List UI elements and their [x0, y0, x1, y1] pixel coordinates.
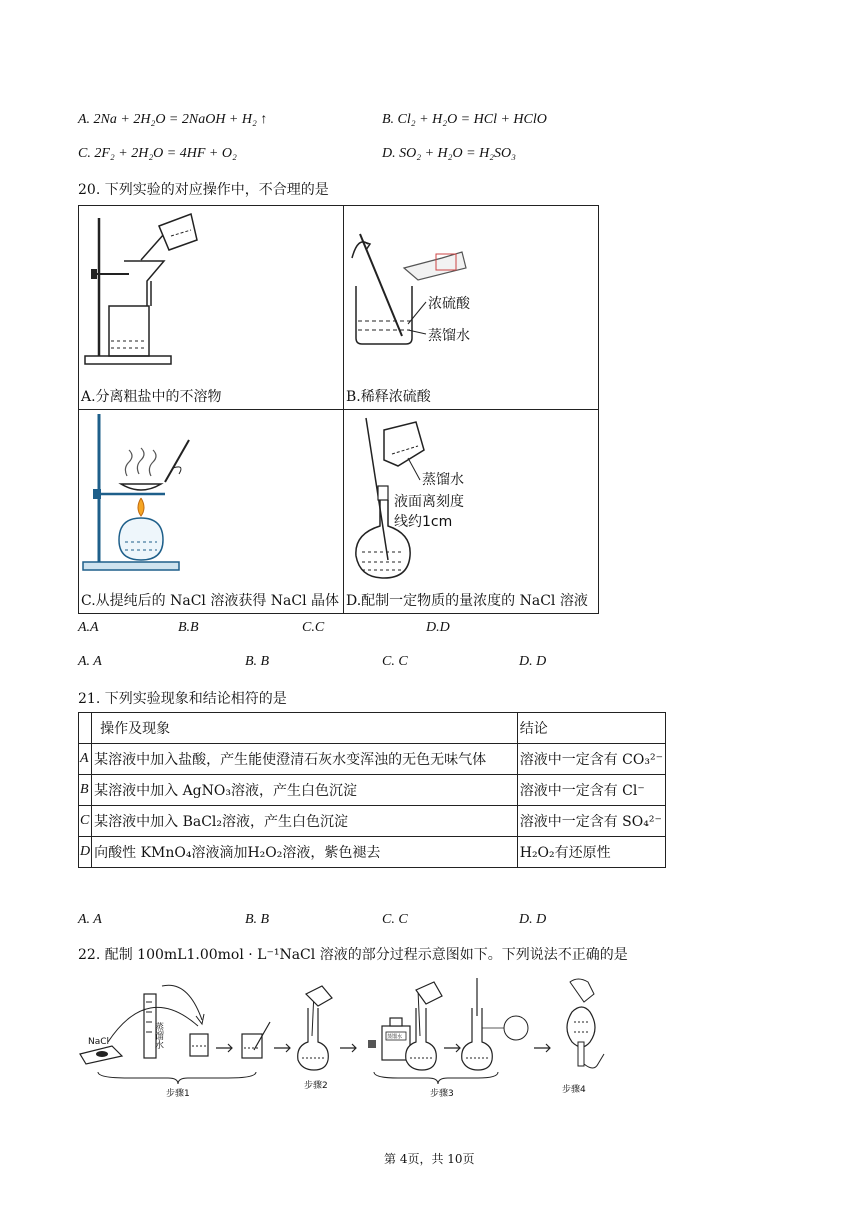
row-key: A — [79, 744, 92, 775]
filtration-apparatus-icon — [79, 206, 343, 381]
q20-ans1-b: B.B — [178, 620, 199, 635]
page-footer: 第 4页，共 10页 — [384, 1152, 475, 1166]
label-water-bottle: 蒸馏水 — [387, 1034, 403, 1040]
q19-option-a: A. 2Na + 2H₂O = 2NaOH + H₂ ↑ — [78, 112, 268, 127]
solution-prep-figure — [78, 972, 618, 1102]
table-row — [79, 744, 666, 775]
row-con: 溶液中一定含有 CO₃²⁻ — [517, 744, 665, 775]
row-op: 某溶液中加入盐酸，产生能使澄清石灰水变浑浊的无色无味气体 — [92, 744, 518, 775]
row-key: B — [79, 775, 92, 806]
label-step4: 步骤4 — [562, 1085, 586, 1095]
q19-option-c: C. 2F₂ + 2H₂O = 4HF + O₂ — [78, 146, 237, 161]
row-op: 某溶液中加入 AgNO₃溶液，产生白色沉淀 — [92, 775, 518, 806]
label-level-1: 液面离刻度 — [394, 494, 464, 510]
q20-caption-d: D.配制一定物质的量浓度的 NaCl 溶液 — [346, 593, 588, 609]
q21-ans-b: B. B — [245, 912, 270, 927]
q20-cell-d — [344, 410, 599, 614]
evaporation-apparatus-icon — [79, 410, 343, 585]
q19-option-d: D. SO₂ + H₂O = H₂SO₃ — [382, 146, 517, 161]
q19-option-b: B. Cl₂ + H₂O = HCl + HClO — [382, 112, 547, 127]
row-con: H₂O₂有还原性 — [517, 837, 665, 868]
q20-caption-c: C.从提纯后的 NaCl 溶液获得 NaCl 晶体 — [81, 593, 340, 609]
dilute-acid-apparatus-icon — [344, 206, 598, 381]
q20-caption-b: B.稀释浓硫酸 — [346, 389, 431, 405]
q20-ans1-a: A.A — [78, 620, 99, 635]
q20-ans1-c: C.C — [302, 620, 325, 635]
q21-ans-c: C. C — [382, 912, 408, 927]
q20-ans1-d: D.D — [426, 620, 450, 635]
q20-figure-table — [78, 205, 599, 614]
label-step1: 步骤1 — [166, 1089, 190, 1099]
q21-table — [78, 712, 666, 868]
q21-header-row — [79, 713, 666, 744]
q21-ans-a: A. A — [78, 912, 102, 927]
q20-ans2-a: A. A — [78, 654, 102, 669]
row-op: 某溶液中加入 BaCl₂溶液，产生白色沉淀 — [92, 806, 518, 837]
label-water-d: 蒸馏水 — [422, 472, 464, 488]
row-con: 溶液中一定含有 SO₄²⁻ — [517, 806, 665, 837]
table-row — [79, 775, 666, 806]
label-step2: 步骤2 — [304, 1081, 328, 1091]
q20-ans2-c: C. C — [382, 654, 408, 669]
row-key: D — [79, 837, 92, 868]
q21-header-op: 操作及现象 — [92, 713, 518, 744]
q20-cell-c — [79, 410, 344, 614]
q21-stem: 21. 下列实验现象和结论相符的是 — [78, 691, 287, 707]
row-op: 向酸性 KMnO₄溶液滴加H₂O₂溶液，紫色褪去 — [92, 837, 518, 868]
q20-ans2-d: D. D — [519, 654, 547, 669]
row-key: C — [79, 806, 92, 837]
label-water-cylinder: 蒸馏水 — [153, 1022, 163, 1049]
volumetric-flask-icon — [344, 410, 598, 585]
label-level-2: 线约1cm — [394, 514, 453, 530]
table-row — [79, 806, 666, 837]
row-con: 溶液中一定含有 Cl⁻ — [517, 775, 665, 806]
label-step3: 步骤3 — [430, 1089, 454, 1099]
q22-stem: 22. 配制 100mL1.00mol · L⁻¹NaCl 溶液的部分过程示意图如下。下列说法不正确的是 — [78, 947, 628, 963]
label-conc-acid: 浓硫酸 — [428, 296, 470, 312]
q20-cell-a — [79, 206, 344, 410]
q20-stem: 20. 下列实验的对应操作中，不合理的是 — [78, 182, 329, 198]
table-row — [79, 837, 666, 868]
label-nacl: NaCl — [88, 1037, 110, 1047]
q21-ans-d: D. D — [519, 912, 547, 927]
q20-caption-a: A.分离粗盐中的不溶物 — [81, 389, 222, 405]
q20-ans2-b: B. B — [245, 654, 270, 669]
label-water-b: 蒸馏水 — [428, 328, 470, 344]
q21-header-con: 结论 — [517, 713, 665, 744]
q20-cell-b — [344, 206, 599, 410]
